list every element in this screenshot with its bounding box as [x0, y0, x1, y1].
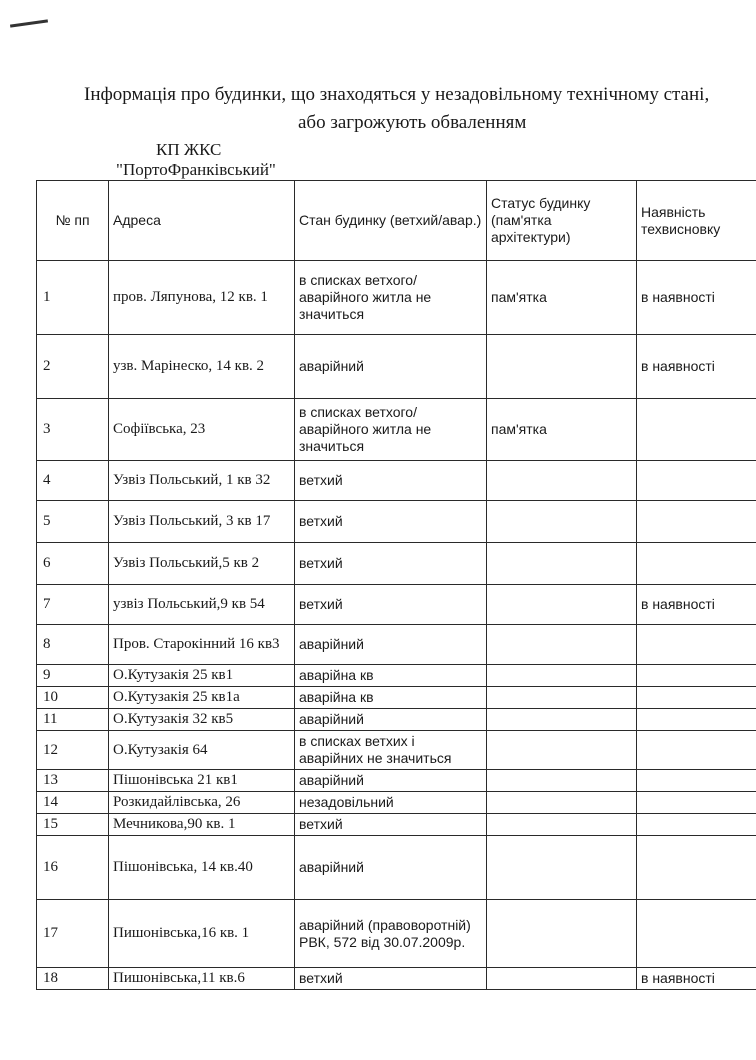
table-row [37, 814, 756, 836]
row-address: Розкидайлівська, 26 [109, 792, 295, 814]
document-subtitle: або загрожують обваленням [298, 112, 527, 133]
row-number: 6 [37, 543, 109, 585]
row-address: Мечникова,90 кв. 1 [109, 814, 295, 836]
pen-mark [10, 19, 48, 27]
row-number: 17 [37, 900, 109, 968]
row-status [487, 792, 637, 814]
row-number: 14 [37, 792, 109, 814]
document-title: Інформація про будинки, що знаходяться у незадовільному технічному стані, [84, 84, 710, 105]
row-conclusion [637, 461, 756, 501]
row-condition: аварійний (правоворотній) РВК, 572 від 30.07.2009р. [295, 900, 487, 968]
row-address: узв. Марінеско, 14 кв. 2 [109, 335, 295, 399]
row-condition: в списках ветхого/аварійного житла не значиться [295, 399, 487, 461]
row-conclusion: в наявності [637, 335, 756, 399]
table-row [37, 501, 756, 543]
row-status: пам'ятка [487, 399, 637, 461]
row-number: 16 [37, 836, 109, 900]
table-row [37, 792, 756, 814]
row-status: пам'ятка [487, 261, 637, 335]
row-condition: аварійний [295, 709, 487, 731]
row-condition: ветхий [295, 501, 487, 543]
row-address: О.Кутузакія 32 кв5 [109, 709, 295, 731]
buildings-table [36, 180, 756, 990]
row-status [487, 814, 637, 836]
row-status [487, 335, 637, 399]
row-address: О.Кутузакія 64 [109, 731, 295, 770]
row-number: 5 [37, 501, 109, 543]
row-address: О.Кутузакія 25 кв1 [109, 665, 295, 687]
row-condition: аварійний [295, 836, 487, 900]
row-status [487, 585, 637, 625]
row-number: 2 [37, 335, 109, 399]
row-status [487, 625, 637, 665]
row-status [487, 501, 637, 543]
table-row [37, 261, 756, 335]
table-row [37, 900, 756, 968]
row-condition: в списках ветхих і аварійних не значиться [295, 731, 487, 770]
row-status [487, 665, 637, 687]
row-conclusion [637, 709, 756, 731]
row-status [487, 461, 637, 501]
row-status [487, 709, 637, 731]
organization-name: КП ЖКС [156, 140, 222, 159]
row-address: Пішонівська 21 кв1 [109, 770, 295, 792]
row-number: 11 [37, 709, 109, 731]
table-row [37, 461, 756, 501]
row-conclusion [637, 399, 756, 461]
table-row [37, 968, 756, 990]
row-address: Узвіз Польський,5 кв 2 [109, 543, 295, 585]
table-row [37, 399, 756, 461]
row-conclusion: в наявності [637, 261, 756, 335]
header-number: № пп [37, 181, 109, 261]
row-condition: ветхий [295, 814, 487, 836]
row-conclusion [637, 665, 756, 687]
row-condition: аварійний [295, 335, 487, 399]
row-address: Пішонівська, 14 кв.40 [109, 836, 295, 900]
row-address: Пров. Старокінний 16 кв3 [109, 625, 295, 665]
row-number: 15 [37, 814, 109, 836]
row-number: 3 [37, 399, 109, 461]
header-condition: Стан будинку (ветхий/авар.) [295, 181, 487, 261]
table-header-row [37, 181, 756, 261]
row-number: 4 [37, 461, 109, 501]
row-conclusion [637, 687, 756, 709]
row-condition: в списках ветхого/аварійного житла не значиться [295, 261, 487, 335]
row-condition: аварійний [295, 770, 487, 792]
row-number: 9 [37, 665, 109, 687]
table-row [37, 665, 756, 687]
row-conclusion [637, 731, 756, 770]
row-condition: незадовільний [295, 792, 487, 814]
table-row [37, 585, 756, 625]
row-status [487, 836, 637, 900]
row-conclusion [637, 543, 756, 585]
row-address: Софіївська, 23 [109, 399, 295, 461]
row-condition: аварійний [295, 625, 487, 665]
row-address: пров. Ляпунова, 12 кв. 1 [109, 261, 295, 335]
row-status [487, 687, 637, 709]
row-conclusion [637, 814, 756, 836]
row-address: узвіз Польський,9 кв 54 [109, 585, 295, 625]
row-status [487, 968, 637, 990]
row-condition: ветхий [295, 543, 487, 585]
table-row [37, 543, 756, 585]
row-conclusion [637, 625, 756, 665]
row-address: Узвіз Польський, 3 кв 17 [109, 501, 295, 543]
table-row [37, 687, 756, 709]
row-condition: аварійна кв [295, 665, 487, 687]
row-number: 8 [37, 625, 109, 665]
row-number: 7 [37, 585, 109, 625]
row-condition: ветхий [295, 968, 487, 990]
row-conclusion [637, 501, 756, 543]
header-conclusion: Наявність техвисновку [637, 181, 756, 261]
row-conclusion: в наявності [637, 968, 756, 990]
table-row [37, 625, 756, 665]
row-conclusion [637, 792, 756, 814]
table-row [37, 335, 756, 399]
table-row [37, 709, 756, 731]
row-status [487, 543, 637, 585]
table-row [37, 770, 756, 792]
row-number: 13 [37, 770, 109, 792]
row-address: Пишонівська,16 кв. 1 [109, 900, 295, 968]
row-address: Узвіз Польський, 1 кв 32 [109, 461, 295, 501]
header-status: Статус будинку (пам'ятка архітектури) [487, 181, 637, 261]
table-row [37, 836, 756, 900]
row-condition: ветхий [295, 461, 487, 501]
row-condition: ветхий [295, 585, 487, 625]
row-conclusion [637, 770, 756, 792]
row-conclusion: в наявності [637, 585, 756, 625]
row-address: Пишонівська,11 кв.6 [109, 968, 295, 990]
row-number: 10 [37, 687, 109, 709]
row-status [487, 731, 637, 770]
row-address: О.Кутузакія 25 кв1а [109, 687, 295, 709]
row-number: 1 [37, 261, 109, 335]
table-row [37, 731, 756, 770]
row-number: 18 [37, 968, 109, 990]
row-conclusion [637, 900, 756, 968]
header-address: Адреса [109, 181, 295, 261]
row-status [487, 900, 637, 968]
row-condition: аварійна кв [295, 687, 487, 709]
organization-subname: "ПортоФранківський" [116, 160, 276, 179]
row-conclusion [637, 836, 756, 900]
row-number: 12 [37, 731, 109, 770]
row-status [487, 770, 637, 792]
